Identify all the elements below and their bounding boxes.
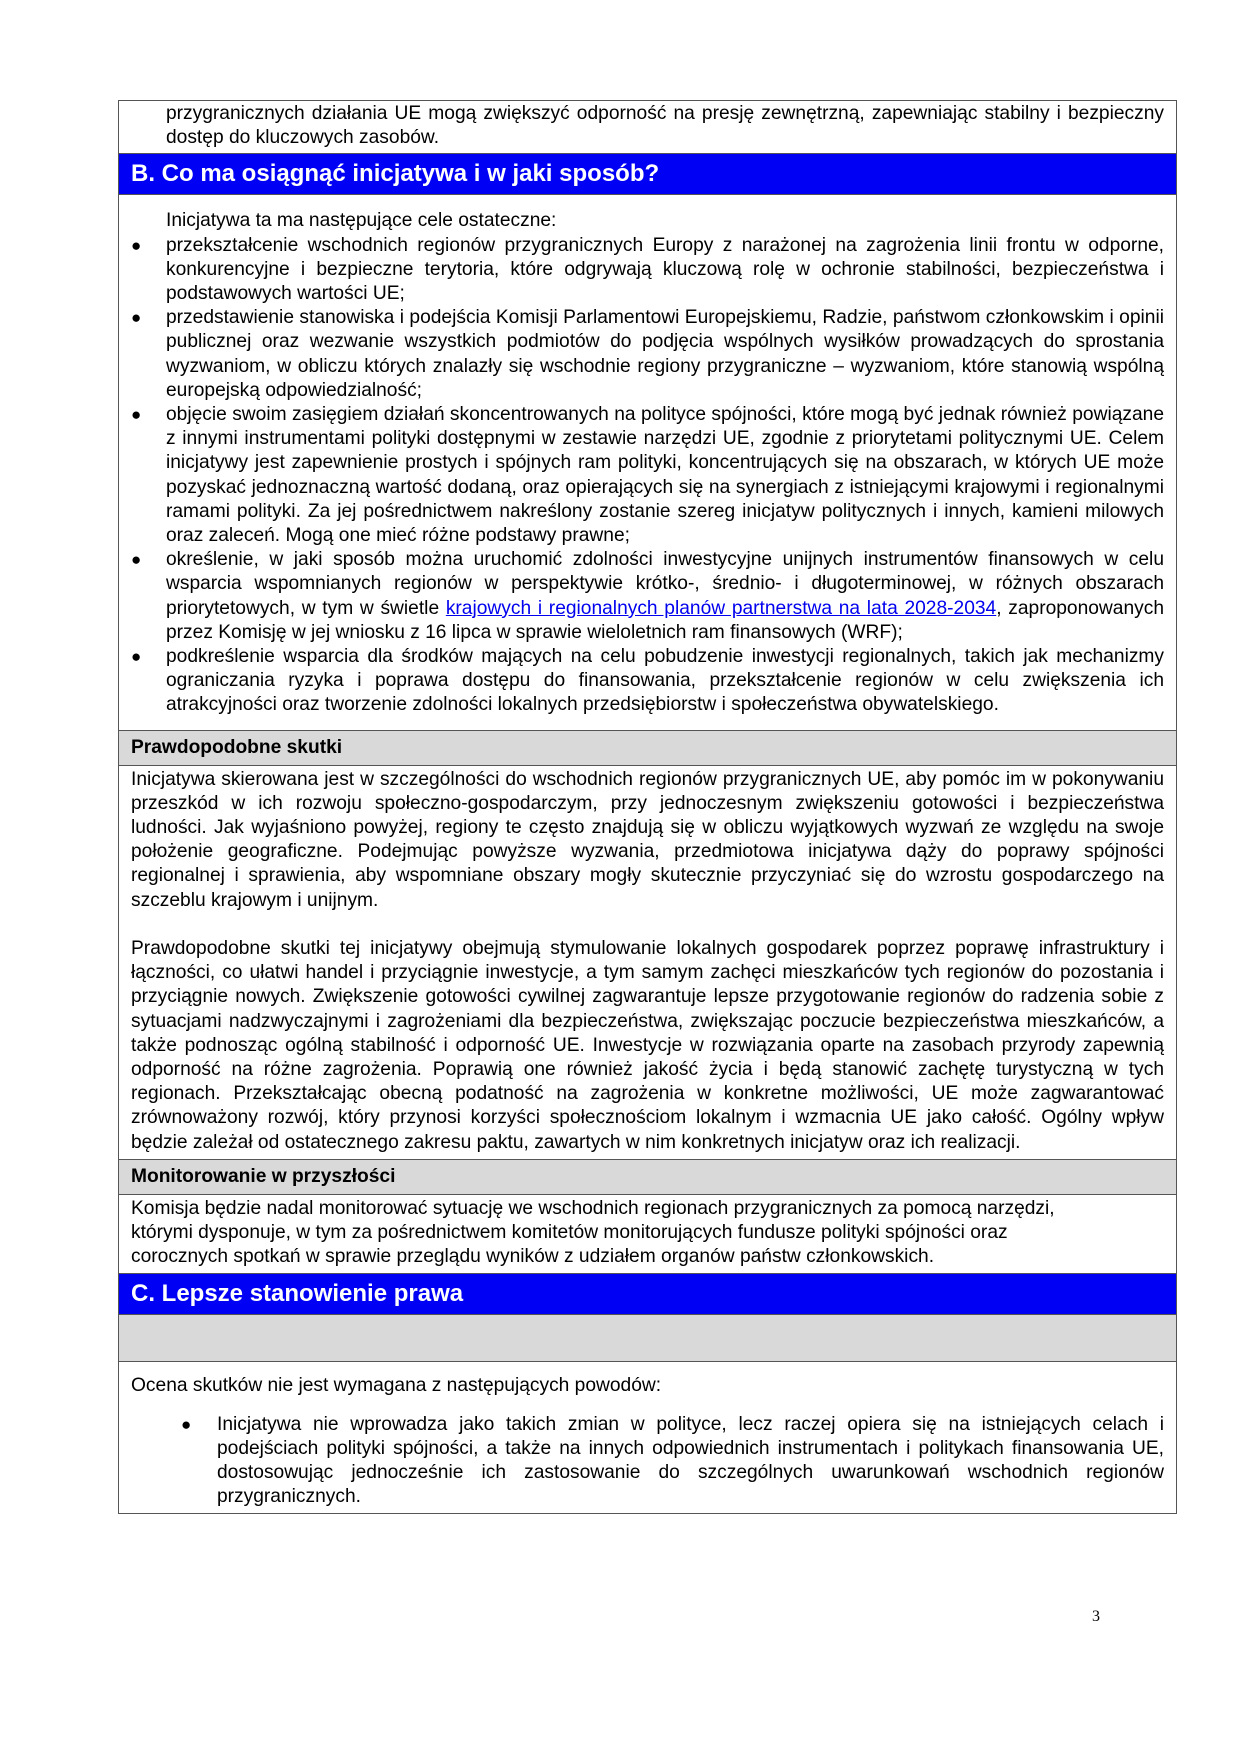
page-number: 3 xyxy=(1092,1608,1100,1625)
bullet-icon: ● xyxy=(131,647,142,667)
intro-cell xyxy=(119,101,1176,154)
goal-item xyxy=(131,548,1164,645)
monitoring-line: Komisja będzie nadal monitorować sytuację we wschodnich regionach przygranicznych za pomocą narzędzi, xyxy=(131,1197,1055,1219)
goal-item xyxy=(131,645,1164,718)
goal-text: przedstawienie stanowiska i podejścia Komisji Parlamentowi Europejskiemu, Radzie, państwom członkowskim i opinii publicznej oraz wezwanie wszystkich podmiotów do podjęcia wspólnych wysiłków prowadzących do sprostania wyzwaniom, w obliczu których znalazły się wschodnie regiony przygraniczne – wyzwaniom, które stanowią wspólną europejską odpowiedzialność; xyxy=(166,307,1164,401)
monitoring-heading xyxy=(119,1160,1176,1195)
goals-cell xyxy=(119,195,1176,730)
effects-cell xyxy=(119,766,1176,1160)
monitoring-heading-text: Monitorowanie w przyszłości xyxy=(131,1165,396,1187)
effects-heading-text: Prawdopodobne skutki xyxy=(131,736,343,758)
reasons-lead: Ocena skutków nie jest wymagana z następujących powodów: xyxy=(131,1375,662,1397)
monitoring-line: corocznych spotkań w sprawie przeglądu wyników z udziałem organów państw członkowskich. xyxy=(131,1246,935,1268)
effects-heading xyxy=(119,731,1176,766)
reason-text: Inicjatywa nie wprowadza jako takich zmian w polityce, lecz raczej opiera się na istniejących celach i podejściach polityki spójności, a także na innych odpowiednich instrumentach i politykach finansowania UE, dostosowując jednocześnie ich zastosowanie do szczególnych uwarunkowań wschodnich regionów przygranicznych. xyxy=(217,1413,1164,1508)
goal-item xyxy=(131,234,1164,307)
reasons-cell xyxy=(119,1362,1176,1513)
section-c-heading xyxy=(119,1274,1176,1315)
empty-grey-row xyxy=(119,1315,1176,1362)
bullet-icon: ● xyxy=(131,235,142,255)
monitoring-cell xyxy=(119,1195,1176,1275)
effects-paragraph: Prawdopodobne skutki tej inicjatywy obejmują stymulowanie lokalnych gospodarek poprzez poprawę infrastruktury i łączności, co ułatwi handel i przyciągnie inwestycje, a tym samym zachęci mieszkańców tych regionów do pozostania i przyciągnie nowych. Zwiększenie gotowości cywilnej zagwarantuje lepsze przygotowanie regionów do radzenia sobie z sytuacjami nadzwyczajnymi i zagrożeniami dla bezpieczeństwa, zwiększając poczucie bezpieczeństwa mieszkańców, a także podnosząc ogólną stabilność i odporność UE. Inwestycje w rozwiązania oparte na zasobach przyrody zapewnią odporność na różne zagrożenia. Poprawią one również jakość życia i będą stanowić zachętę turystyczną w tych regionach. Przekształcając obecną podatność na zagrożenia w konkretne możliwości, UE może zagwarantować zrównoważony rozwój, który przynosi korzyści społecznościom lokalnym i wzmacnia UE jako całość. Ogólny wpływ będzie zależał od ostatecznego zakresu paktu, zawartych w nim konkretnych inicjatyw oraz ich realizacji. xyxy=(131,937,1164,1153)
bullet-icon: ● xyxy=(131,308,142,328)
section-b-title: B. Co ma osiągnąć inicjatywa i w jaki sposób? xyxy=(131,160,660,188)
goal-text: przekształcenie wschodnich regionów przygranicznych Europy z narażonej na zagrożenia linii frontu w odporne, konkurencyjne i bezpieczne terytoria, które odgrywają kluczową rolę w ochronie stabilności, bezpieczeństwa i podstawowych wartości UE; xyxy=(166,234,1164,305)
document-table xyxy=(118,100,1177,1514)
goal-text: objęcie swoim zasięgiem działań skoncentrowanych na polityce spójności, które mogą być jednak również powiązane z innymi instrumentami polityki dostępnymi w zestawie narzędzi UE, zgodnie z priorytetami politycznymi UE. Celem inicjatywy jest zapewnienie prostych i spójnych ram polityki, koncentrujących się na obszarach, w których UE może pozyskać jednoznaczną wartość dodaną, oraz opierających się na synergiach z istniejącymi krajowymi i regionalnymi ramami polityki. Za jej pośrednictwem nakreślony zostanie szereg inicjatyw politycznych i innych, kamieni milowych oraz zaleceń. Mogą one mieć różne podstawy prawne; xyxy=(166,404,1164,547)
bullet-icon: ● xyxy=(131,405,142,425)
section-b-heading xyxy=(119,154,1176,195)
reasons-list xyxy=(131,1413,1164,1510)
paragraph-spacer xyxy=(131,913,1164,937)
goal-text-after-link: , zaproponowanych przez Komisję w jej wniosku z 16 lipca w sprawie wieloletnich ram finansowych (WRF); xyxy=(166,597,1164,643)
goal-item xyxy=(131,306,1164,403)
intro-text: przygranicznych działania UE mogą zwiększyć odporność na presję zewnętrzną, zapewniając stabilny i bezpieczny dostęp do kluczowych zasobów. xyxy=(166,103,1164,149)
bullet-icon: ● xyxy=(131,550,142,570)
partnership-plans-link[interactable]: krajowych i regionalnych planów partnerstwa na lata 2028-2034 xyxy=(445,597,997,619)
monitoring-line: którymi dysponuje, w tym za pośrednictwem komitetów monitorujących fundusze polityki spójności oraz xyxy=(131,1221,1008,1243)
goal-text: podkreślenie wsparcia dla środków mających na celu pobudzenie inwestycji regionalnych, takich jak mechanizmy ograniczania ryzyka i poprawa dostępu do finansowania, przekształcenie regionów w celu zwiększenia ich atrakcyjności oraz tworzenie zdolności lokalnych przedsiębiorstw i społeczeństwa obywatelskiego. xyxy=(166,646,1164,716)
reason-item xyxy=(131,1413,1164,1510)
goal-text-before-link: określenie, w jaki sposób można uruchomić zdolności inwestycyjne unijnych instrumentów finansowych w celu wsparcia wspomnianych regionów w perspektywie krótko-, średnio- i długoterminowej, w różnych obszarach priorytetowych, w tym w świetle xyxy=(166,549,1164,619)
effects-paragraph: Inicjatywa skierowana jest w szczególności do wschodnich regionów przygranicznych UE, aby pomóc im w pokonywaniu przeszkód w ich rozwoju społeczno-gospodarczym, przy jednoczesnym zwiększeniu gotowości i bezpieczeństwa ludności. Jak wyjaśniono powyżej, regiony te często znajdują się w obliczu wyjątkowych wyzwań ze względu na swoje położenie geograficzne. Podejmując powyższe wyzwania, przedmiotowa inicjatywa dąży do poprawy spójności regionalnej i sprawienia, aby wspomniane obszary mogły skutecznie przyczyniać się do wzrostu gospodarczego na szczeblu krajowym i unijnym. xyxy=(131,768,1164,911)
section-c-title: C. Lepsze stanowienie prawa xyxy=(131,1280,464,1308)
goal-item xyxy=(131,403,1164,548)
goals-list xyxy=(131,234,1164,718)
bullet-icon: ● xyxy=(181,1414,192,1434)
goals-intro: Inicjatywa ta ma następujące cele ostateczne: xyxy=(166,210,557,232)
